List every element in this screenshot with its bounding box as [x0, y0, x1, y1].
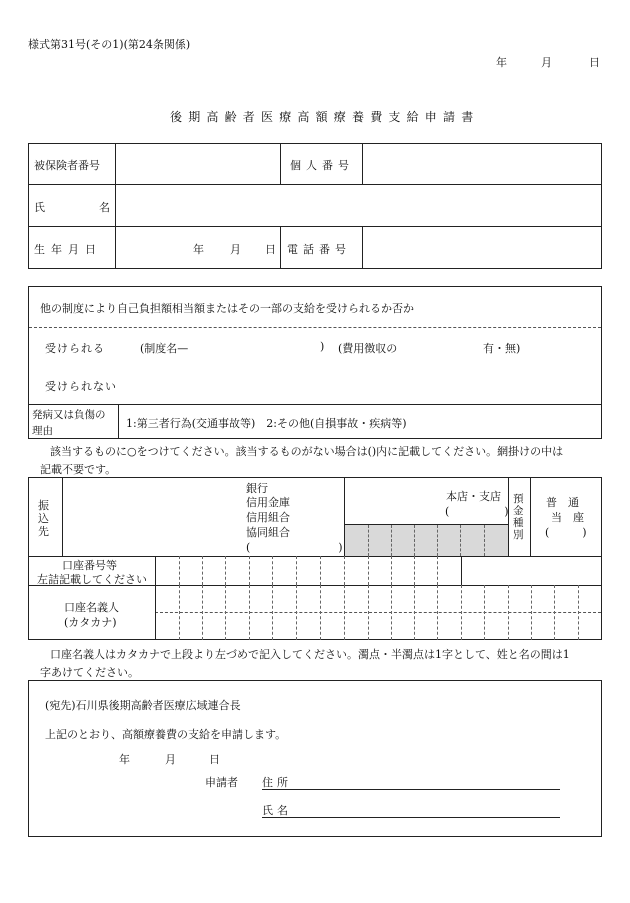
note-katakana-instructions-cont: 字あけてください。 [40, 666, 139, 679]
birthdate-field[interactable] [118, 229, 258, 265]
insured-number-field[interactable] [118, 146, 278, 182]
personal-number-field[interactable] [365, 146, 599, 182]
reason-label-2: 理由 [32, 425, 53, 437]
birthdate-label: 生年月日 [34, 243, 102, 256]
transfer-label-2: 込 [38, 512, 49, 525]
phone-label: 電話番号 [287, 243, 351, 256]
branch-name-field[interactable] [348, 480, 438, 522]
system-name-close: ) [320, 340, 325, 353]
yes-no-option[interactable]: 有・無) [483, 342, 521, 355]
branch-paren: ( ) [445, 505, 509, 518]
personal-number-label: 個人番号 [290, 159, 354, 172]
note-circle-instructions: 該当するものに○をつけてください。該当するものがない場合は()内に記載してください。網掛けの中は [50, 445, 564, 458]
branch-label[interactable]: 本店・支店 [446, 490, 501, 503]
birth-day-label: 日 [265, 243, 276, 256]
application-year: 年 [119, 753, 130, 766]
insured-number-label: 被保険者番号 [34, 159, 100, 172]
application-month: 月 [165, 753, 176, 766]
addressee: (宛先)石川県後期高齢者医療広域連合長 [45, 699, 241, 712]
header-day: 日 [589, 56, 600, 69]
bank-type-shinkumi[interactable]: 信用組合 [246, 511, 290, 524]
bank-type-bank[interactable]: 銀行 [246, 482, 268, 495]
deposit-type-label-4: 別 [513, 529, 524, 541]
reason-options[interactable]: 1:第三者行為(交通事故等) 2:その他(自損事故・疾病等) [126, 417, 407, 430]
applicant-name-label: 氏名 [262, 804, 292, 817]
deposit-current[interactable]: 当 座 [551, 511, 584, 524]
header-month: 月 [541, 56, 552, 69]
applicant-address-label: 住所 [262, 776, 292, 789]
deposit-type-label-3: 種 [513, 517, 524, 529]
not-receive-option[interactable]: 受けられない [45, 380, 117, 393]
account-number-label-1: 口座番号等 [62, 559, 117, 572]
name-label-second: 名 [99, 201, 110, 214]
deposit-ordinary[interactable]: 普 通 [546, 496, 579, 509]
deposit-type-label-2: 金 [513, 505, 524, 517]
account-holder-label-1: 口座名義人 [64, 601, 119, 614]
account-holder-field[interactable] [158, 587, 598, 637]
deposit-other[interactable]: ( ) [545, 526, 587, 539]
bank-name-field[interactable] [66, 481, 238, 553]
account-number-field[interactable] [158, 558, 458, 583]
note-katakana-instructions: 口座名義人はカタカナで上段より左づめで記入してください。濁点・半濁点は1字として、姓と名の間は1 [50, 648, 570, 661]
system-name-label: (制度名— [140, 342, 189, 355]
receive-option[interactable]: 受けられる [45, 342, 105, 355]
header-year: 年 [496, 56, 507, 69]
transfer-label-1: 振 [38, 499, 49, 512]
bank-type-kyodo[interactable]: 協同組合 [246, 526, 290, 539]
cost-collection-label: (費用徴収の [338, 342, 398, 355]
applicant-name-field[interactable] [292, 800, 558, 816]
applicant-address-field[interactable] [292, 772, 558, 788]
account-number-label-2: 左詰記載してください [37, 573, 147, 586]
application-statement: 上記のとおり、高額療養費の支給を申請します。 [45, 728, 287, 741]
application-day: 日 [209, 753, 220, 766]
bank-type-shinkin[interactable]: 信用金庫 [246, 496, 290, 509]
birth-month-label: 月 [230, 243, 241, 256]
reason-label-1: 発病又は負傷の [32, 409, 106, 421]
birth-year-label: 年 [193, 243, 204, 256]
transfer-label-3: 先 [38, 525, 49, 538]
deposit-type-label-1: 預 [513, 493, 524, 505]
phone-field[interactable] [365, 229, 599, 265]
other-system-question: 他の制度により自己負担額相当額またはその一部の支給を受けられるか否か [40, 302, 414, 315]
name-label-first: 氏 [34, 201, 45, 214]
note-circle-instructions-cont: 記載不要です。 [40, 463, 117, 476]
form-title: 後期高齢者医療高額療養費支給申請書 [170, 110, 480, 124]
form-number: 様式第31号(その1)(第24条関係) [28, 38, 191, 51]
applicant-label: 申請者 [205, 776, 238, 789]
bank-type-other[interactable]: ( ) [246, 541, 343, 554]
account-holder-label-2: (カタカナ) [64, 616, 117, 629]
name-field[interactable] [118, 187, 598, 223]
